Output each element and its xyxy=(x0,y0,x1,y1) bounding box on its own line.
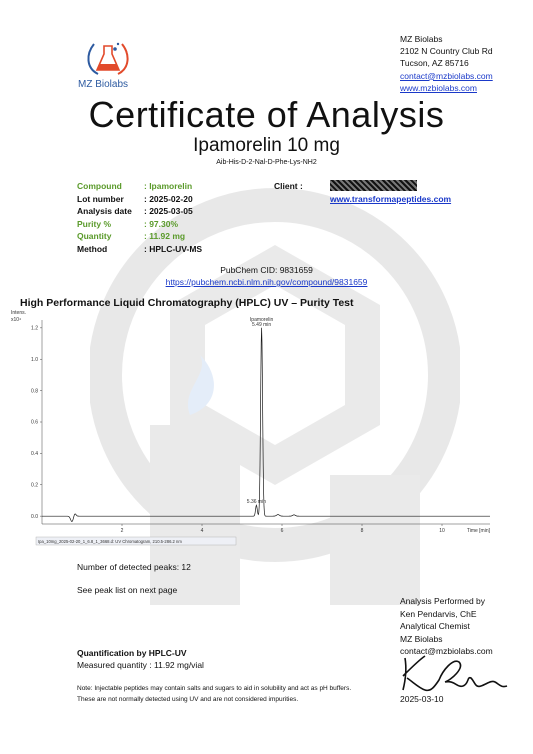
x-tick-label: 6 xyxy=(280,528,284,534)
analyst-signature xyxy=(395,650,510,695)
pubchem-link[interactable]: https://pubchem.ncbi.nlm.nih.gov/compound/9831659 xyxy=(165,277,368,287)
analysis-date-value: : 2025-03-05 xyxy=(144,206,193,216)
client-label: Client : xyxy=(274,181,303,191)
method-value: : HPLC-UV-MS xyxy=(144,243,203,254)
signature-date: 2025-03-10 xyxy=(400,694,444,704)
x-tick-label: 10 xyxy=(439,528,445,534)
quant-heading: Quantification by HPLC-UV xyxy=(77,648,187,658)
main-peak-label: Ipamorelin xyxy=(249,316,274,323)
purity-label: Purity % xyxy=(77,218,112,229)
company-website-link[interactable]: www.mzbiolabs.com xyxy=(400,82,477,93)
trace-caption: Ipa_10mg_2025-02-20_1_6.8_1_3668.d: UV Chromatogram, 210.5-286.2 nm xyxy=(38,539,182,544)
method-label: Method xyxy=(77,243,108,254)
company-address xyxy=(400,33,493,94)
minor-peak-time: 5.36 min xyxy=(246,499,266,506)
y-tick-label: 0.0 xyxy=(31,513,38,520)
x-axis-label: Time [min] xyxy=(466,528,490,534)
analyst-line-1: Analysis Performed by xyxy=(400,596,486,606)
detail-labels xyxy=(77,180,132,255)
y-axis-unit: x10⁴ xyxy=(11,317,22,323)
footnote xyxy=(77,683,351,705)
analyst-email: contact@mzbiolabs.com xyxy=(400,646,493,656)
x-tick-label: 4 xyxy=(200,528,204,534)
y-tick-label: 1.0 xyxy=(31,356,38,363)
company-email-link[interactable]: contact@mzbiolabs.com xyxy=(400,70,493,81)
analyst-company: MZ Biolabs xyxy=(400,633,443,644)
hplc-heading: High Performance Liquid Chromatography (HPLC) UV – Purity Test xyxy=(20,297,354,309)
company-street: 2102 N Country Club Rd xyxy=(400,46,493,57)
document-title: Certificate of Analysis xyxy=(88,94,445,135)
y-tick-label: 1.2 xyxy=(31,325,38,332)
x-tick-label: 2 xyxy=(120,528,124,534)
company-name: MZ Biolabs xyxy=(400,34,443,44)
main-peak-time: 5.49 min xyxy=(252,321,272,328)
analyst-block xyxy=(400,595,493,658)
detail-values xyxy=(144,180,202,255)
analysis-date-label: Analysis date xyxy=(77,206,132,216)
y-tick-label: 0.4 xyxy=(31,451,38,458)
peptide-sequence: Aib-His-D-2-Nal-D-Phe-Lys-NH2 xyxy=(216,159,317,166)
product-name: Ipamorelin 10 mg xyxy=(193,135,340,156)
quant-measured: Measured quantity : 11.92 mg/vial xyxy=(77,660,204,670)
hplc-chromatogram xyxy=(0,310,533,548)
detected-peaks: Number of detected peaks: 12 xyxy=(77,562,191,572)
y-tick-label: 0.6 xyxy=(31,419,38,426)
y-tick-label: 0.8 xyxy=(31,388,38,395)
logo-text: MZ Biolabs xyxy=(78,79,129,90)
pubchem-cid: PubChem CID: 9831659 xyxy=(220,265,313,275)
y-tick-label: 0.2 xyxy=(31,482,38,489)
chromatogram-trace xyxy=(42,328,490,522)
x-tick-label: 8 xyxy=(360,528,364,534)
quantity-value: : 11.92 mg xyxy=(144,231,186,241)
y-axis-label: Intens. xyxy=(11,310,27,316)
compound-value: : Ipamorelin xyxy=(144,181,193,191)
peak-list-note: See peak list on next page xyxy=(77,585,178,595)
analyst-name: Ken Pendarvis, ChE xyxy=(400,608,477,619)
quantity-label: Quantity xyxy=(77,231,112,241)
lot-label: Lot number xyxy=(77,193,124,204)
flask-logo-icon xyxy=(84,40,132,78)
compound-label: Compound xyxy=(77,181,122,191)
lot-value: : 2025-02-20 xyxy=(144,193,193,204)
purity-value: : 97.30% xyxy=(144,218,179,229)
client-website-link[interactable]: www.transformapeptides.com xyxy=(330,194,452,204)
footnote-line-2: These are not normally detected using UV and are not considered impurities. xyxy=(77,696,299,703)
company-city: Tucson, AZ 85716 xyxy=(400,58,469,69)
analyst-title: Analytical Chemist xyxy=(400,621,470,631)
footnote-line-1: Note: Injectable peptides may contain salts and sugars to aid in solubility and act as pH buffers. xyxy=(77,685,352,692)
redacted-client-name xyxy=(330,180,417,191)
